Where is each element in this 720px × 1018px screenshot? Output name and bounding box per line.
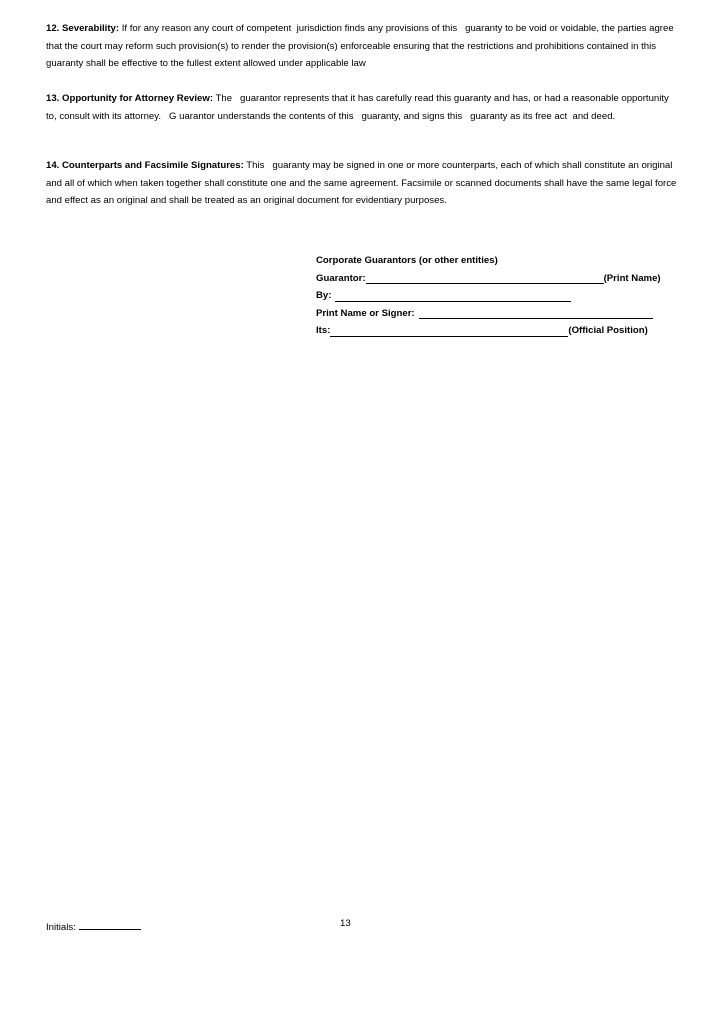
initials-field[interactable] (79, 918, 141, 930)
its-line (316, 322, 696, 340)
guarantor-name-field[interactable] (366, 272, 604, 284)
signer-name-field[interactable] (419, 307, 653, 319)
clause-text: The guarantor represents that it has carefully read this guaranty and has, or had a reasonable opportunity to, consult with its attorney. G uarantor understands the contents of this guaranty, and signs this guaranty as its free act and deed. (46, 93, 672, 122)
initials-label: Initials: (46, 922, 76, 933)
by-line (316, 287, 696, 305)
its-label: Its: (316, 325, 331, 336)
guarantor-label: Guarantor: (316, 272, 366, 284)
official-position-note: (Official Position) (568, 325, 648, 336)
page-footer (46, 918, 686, 934)
official-position-field[interactable] (330, 325, 568, 337)
clause-attorney-review (46, 90, 678, 125)
by-label: By: (316, 290, 332, 301)
guarantor-line (316, 270, 696, 288)
signer-line (316, 305, 696, 323)
signature-block (316, 252, 696, 340)
clause-text: If for any reason any court of competent jurisdiction finds any provisions of this guaranty to be void or voidable, the parties agree that the court may reform such provision(s) to render the provision(s) enforceable ensuring that the restrictions and prohibitions contained in this guaranty shall be effective to the fullest extent allowed under applicable law (46, 23, 677, 69)
clause-heading: 14. Counterparts and Facsimile Signatures: (46, 160, 244, 171)
clause-heading: 13. Opportunity for Attorney Review: (46, 93, 214, 104)
by-signature-field[interactable] (335, 290, 571, 302)
clause-counterparts (46, 157, 678, 210)
clause-severability (46, 20, 678, 73)
clause-text: This guaranty may be signed in one or more counterparts, each of which shall constitute an original and all of which when taken together shall constitute one and the same agreement. Facsimile or scanned documents shall have the same legal force and effect as an original and shall be treated as an original document for evidentiary purposes. (46, 160, 680, 206)
print-name-note: (Print Name) (603, 272, 661, 284)
signature-block-title: Corporate Guarantors (or other entities) (316, 255, 498, 266)
initials-line (46, 918, 141, 933)
page-number: 13 (340, 918, 351, 929)
signer-label: Print Name or Signer: (316, 307, 415, 319)
clause-heading: 12. Severability: (46, 23, 120, 34)
